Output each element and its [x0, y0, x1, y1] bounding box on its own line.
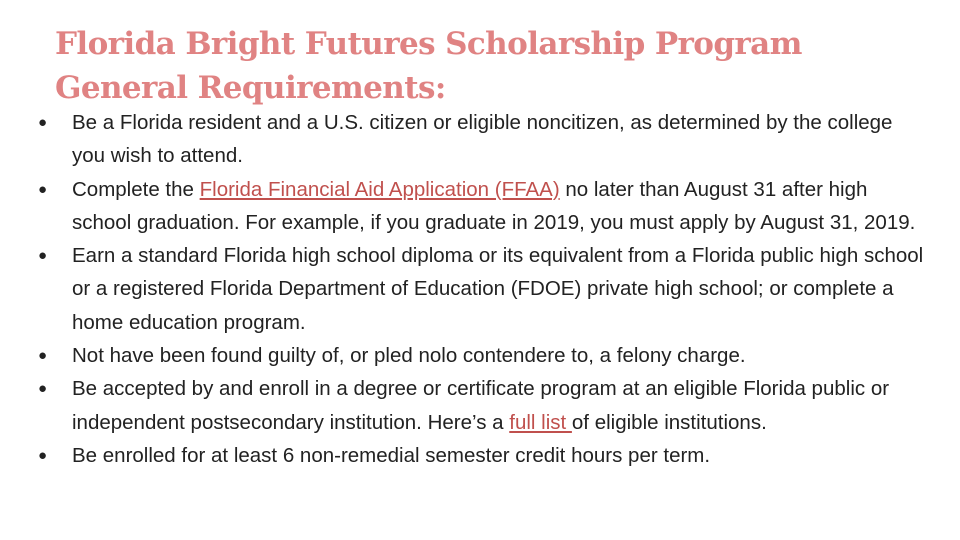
full-list-link[interactable]: full list	[509, 410, 572, 434]
requirement-text: Be a Florida resident and a U.S. citizen or eligible noncitizen, as determined by the college you wish to attend.	[72, 111, 893, 168]
requirement-text-after: no later than August 31 after high school graduation. For example, if you graduate in 2019, you must apply by August 31, 2019.	[72, 177, 916, 234]
list-item	[38, 239, 928, 339]
requirement-text-before: Complete the	[72, 177, 200, 201]
title-line-1: Florida Bright Futures Scholarship Program	[55, 26, 802, 62]
bullet-icon: ●	[38, 247, 48, 265]
list-item	[38, 173, 928, 240]
requirement-text-before: Be accepted by and enroll in a degree or certificate program at an eligible Florida public or independent postsecondary institution. Here’s a	[72, 377, 890, 434]
bullet-icon: ●	[38, 114, 48, 131]
bullet-icon: ●	[38, 180, 48, 198]
requirement-text: Not have been found guilty of, or pled nolo contendere to, a felony charge.	[72, 344, 746, 368]
requirement-text: Be enrolled for at least 6 non-remedial semester credit hours per term.	[72, 443, 711, 467]
requirements-list	[38, 106, 928, 472]
bullet-icon: ●	[38, 347, 48, 365]
list-item	[38, 339, 928, 372]
requirement-text: Earn a standard Florida high school diploma or its equivalent from a Florida public high school or a registered Florida Department of Education (FDOE) private high school; or complete a home education program.	[72, 244, 924, 334]
page-title	[55, 22, 935, 110]
title-line-2: General Requirements:	[55, 70, 446, 106]
ffaa-link[interactable]: Florida Financial Aid Application (FFAA)	[199, 177, 560, 201]
bullet-icon: ●	[38, 380, 48, 398]
requirement-text-after: of eligible institutions.	[571, 410, 767, 434]
list-item	[38, 106, 928, 173]
bullet-icon: ●	[38, 446, 48, 464]
list-item	[38, 439, 928, 472]
list-item	[38, 372, 928, 439]
